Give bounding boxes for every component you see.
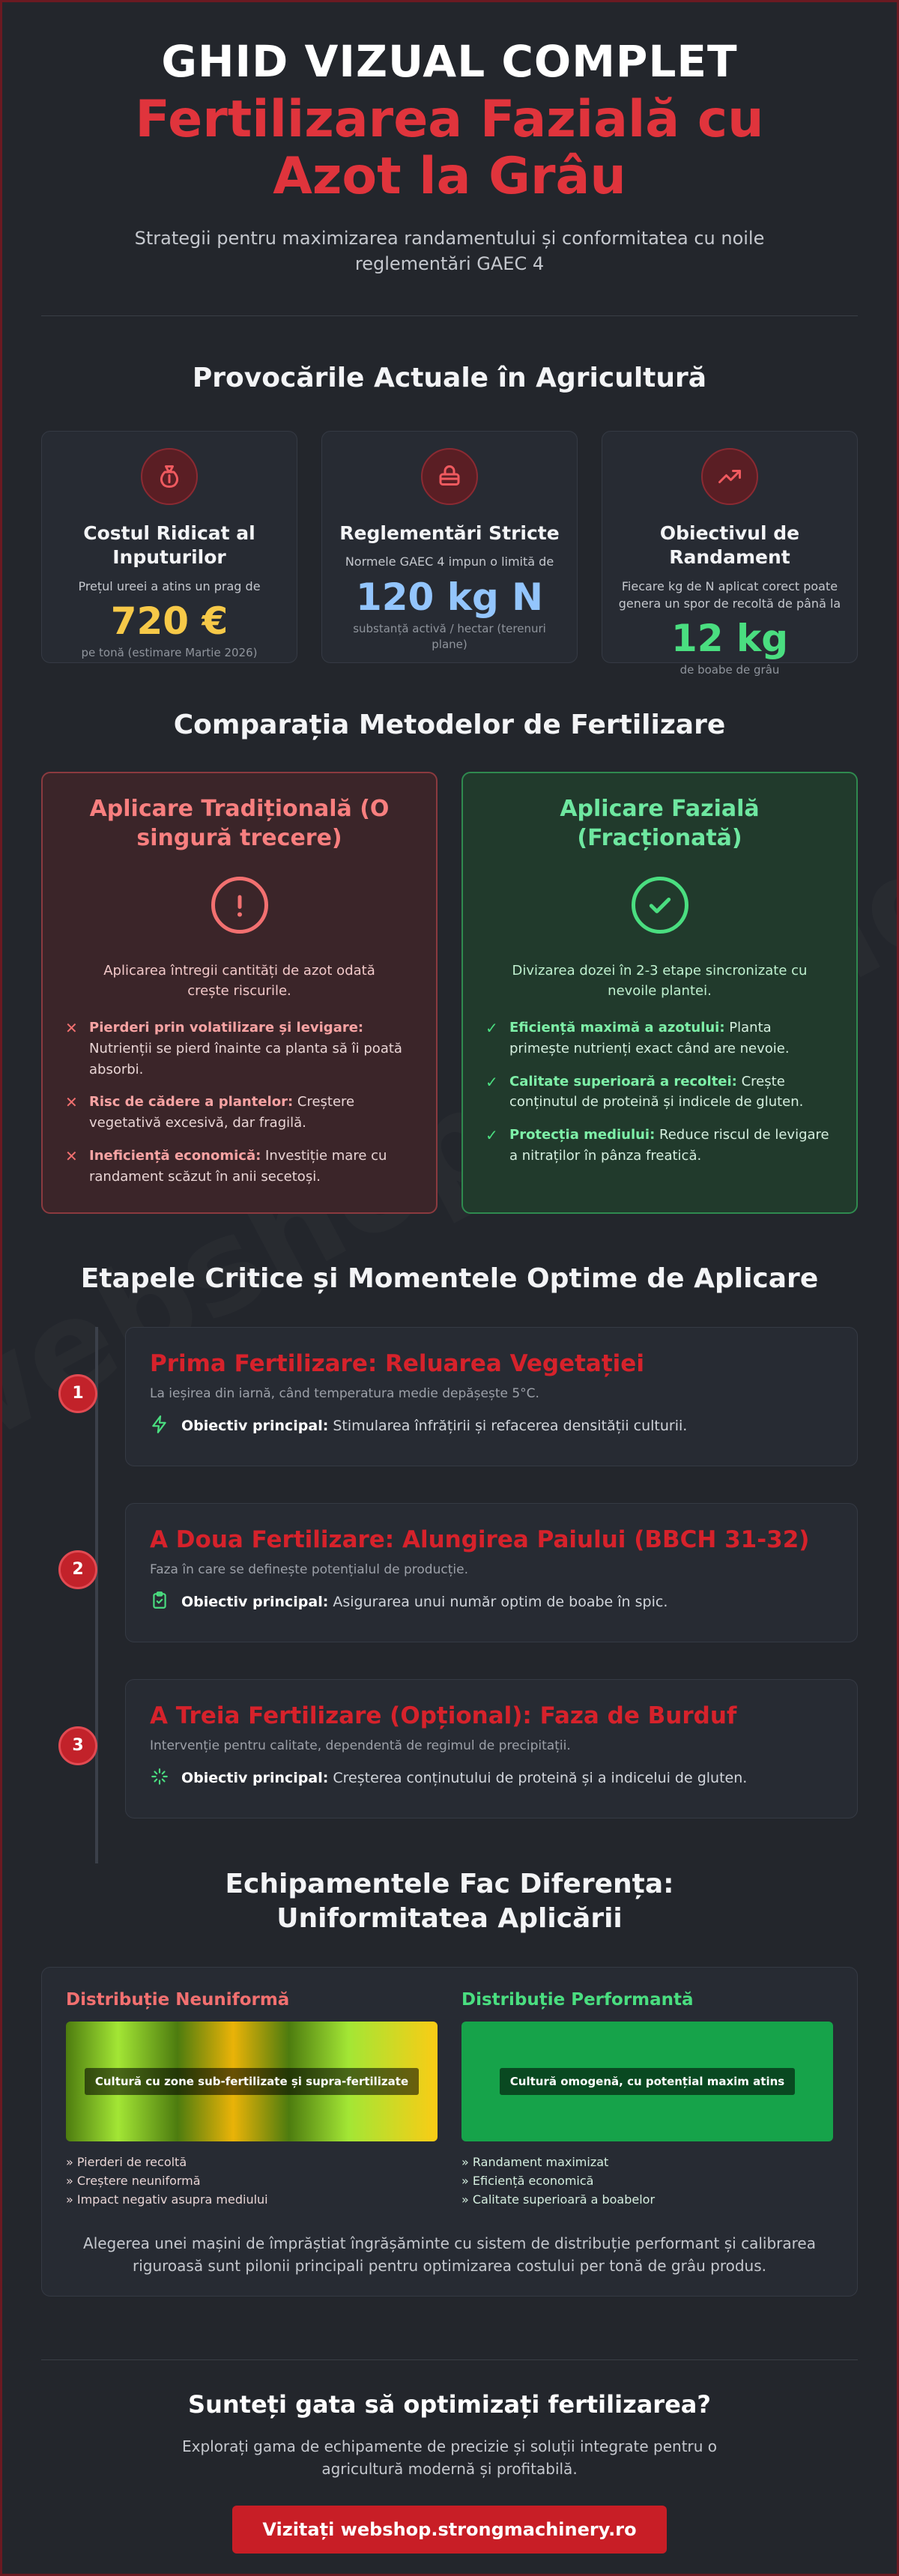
stage-goal: Obiectiv principal: Stimularea înfrățirii și refacerea densității culturii. xyxy=(150,1415,833,1438)
stage-goal: Obiectiv principal: Creșterea conținutului de proteină și a indicelui de gluten. xyxy=(150,1767,833,1790)
cross-icon: ✕ xyxy=(65,1018,78,1037)
stage-number: 3 xyxy=(58,1726,97,1765)
challenge-value: 12 kg xyxy=(671,617,789,661)
stage-1 xyxy=(41,1327,858,1466)
list-item: ✕ Pierderi prin volatilizare și levigare: Nutrienții se pierd înainte ca planta să îi poată absorbi. xyxy=(65,1018,414,1080)
challenge-title: Reglementări Stricte xyxy=(339,521,560,544)
challenge-sub: pe tonă (estimare Martie 2026) xyxy=(81,646,258,660)
stage-goal: Obiectiv principal: Asigurarea unui număr optim de boabe în spic. xyxy=(150,1591,833,1614)
stage-2 xyxy=(41,1503,858,1642)
trend-up-icon xyxy=(701,448,758,505)
equipment-section xyxy=(2,1855,897,2297)
challenge-card-regulations xyxy=(321,431,578,663)
cross-icon: ✕ xyxy=(65,1147,78,1166)
alert-icon xyxy=(211,877,268,934)
traditional-intro: Aplicarea întregii cantități de azot odată crește riscurile. xyxy=(103,962,375,999)
visit-webshop-button[interactable]: Vizitați webshop.strongmachinery.ro xyxy=(232,2506,666,2554)
cross-icon: ✕ xyxy=(65,1093,78,1112)
compare-section xyxy=(2,663,897,1214)
sparkle-icon xyxy=(150,1767,169,1790)
stage-number: 1 xyxy=(58,1374,97,1413)
compare-title: Comparația Metodelor de Fertilizare xyxy=(173,709,726,740)
equipment-note: Alegerea unei mașini de împrăștiat îngrășăminte cu sistem de distribuție performant și calibrarea riguroasă sunt pilonii principali pentru optimizarea costului per tonă de grâu produs. xyxy=(83,2234,816,2275)
stage-title: A Doua Fertilizare: Alungirea Paiului (BBCH 31-32) xyxy=(150,1526,810,1553)
list-item: » Randament maximizat xyxy=(461,2155,609,2170)
stage-desc: Intervenție pentru calitate, dependentă de regimul de precipitații. xyxy=(150,1738,571,1753)
hero-subtitle: Fertilizarea Fazială cu Azot la Grâu xyxy=(135,89,764,206)
challenge-card-cost xyxy=(41,431,297,663)
stage-desc: Faza în care se definește potențialul de producție. xyxy=(150,1561,468,1577)
stage-card xyxy=(125,1679,858,1818)
challenge-value: 120 kg N xyxy=(355,575,544,619)
challenge-card-yield xyxy=(602,431,858,677)
list-item: » Impact negativ asupra mediului xyxy=(66,2192,268,2207)
stages-section xyxy=(2,1214,897,1818)
cta-description: Explorați gama de echipamente de precizie și soluții integrate pentru o agricultură modernă și profitabilă. xyxy=(181,2437,718,2479)
list-item: » Creștere neuniformă xyxy=(66,2173,201,2188)
stage-desc: La ieșirea din iarnă, când temperatura medie depășește 5°C. xyxy=(150,1385,539,1401)
list-item: ✓ Eficiență maximă a azotului: Planta primește nutrienți exact când are nevoie. xyxy=(485,1018,834,1059)
challenge-desc: Normele GAEC 4 impun o limită de xyxy=(345,554,554,569)
even-field-strip xyxy=(461,2022,833,2141)
check-icon: ✓ xyxy=(485,1126,498,1145)
cta-section xyxy=(2,2360,897,2554)
traditional-title: Aplicare Tradițională (O singură trecere) xyxy=(89,795,390,851)
check-circle-icon xyxy=(632,877,688,934)
challenges-title: Provocările Actuale în Agricultură xyxy=(192,363,707,394)
hero-description: Strategii pentru maximizarea randamentului și conformitatea cu noile reglementări GAEC 4 xyxy=(134,228,765,274)
challenges-section xyxy=(2,316,897,677)
list-item: » Pierderi de recoltă xyxy=(66,2155,187,2170)
phased-title: Aplicare Fazială (Fracționată) xyxy=(560,795,760,851)
even-title: Distribuție Performantă xyxy=(461,1990,694,2010)
uneven-distribution xyxy=(66,1990,438,2209)
list-item: ✕ Ineficiență economică: Investiție mare cu randament scăzut în anii secetoși. xyxy=(65,1146,414,1188)
list-item: ✕ Risc de cădere a plantelor: Creștere vegetativă excesivă, dar fragilă. xyxy=(65,1092,414,1134)
stage-card xyxy=(125,1327,858,1466)
lightning-icon xyxy=(150,1415,169,1438)
challenge-sub: de boabe de grâu xyxy=(679,663,780,677)
even-label: Cultură omogenă, cu potențial maxim atins xyxy=(500,2068,795,2095)
challenge-title: Costul Ridicat al Inputurilor xyxy=(83,521,255,569)
phased-intro: Divizarea dozei în 2-3 etape sincronizate cu nevoile plantei. xyxy=(512,962,808,999)
hero-title: GHID VIZUAL COMPLET xyxy=(161,36,738,87)
hero xyxy=(2,2,897,276)
uneven-label: Cultură cu zone sub-fertilizate și supra-fertilizate xyxy=(85,2068,419,2095)
stage-3 xyxy=(41,1679,858,1818)
stage-number: 2 xyxy=(58,1550,97,1589)
challenge-desc: Fiecare kg de N aplicat corect poate genera un spor de recoltă de până la xyxy=(618,578,841,611)
check-icon: ✓ xyxy=(485,1072,498,1091)
challenge-title: Obiectivul de Randament xyxy=(659,521,800,569)
list-item: ✓ Calitate superioară a recoltei: Crește conținutul de proteină și indicele de gluten. xyxy=(485,1071,834,1113)
equipment-box xyxy=(41,1967,858,2297)
list-item: » Eficiență economică xyxy=(461,2173,594,2188)
stage-card xyxy=(125,1503,858,1642)
traditional-method-card xyxy=(41,772,438,1214)
stages-title: Etapele Critice și Momentele Optime de Aplicare xyxy=(80,1263,819,1294)
uneven-title: Distribuție Neuniformă xyxy=(66,1990,290,2010)
uneven-field-strip xyxy=(66,2022,438,2141)
stage-title: A Treia Fertilizare (Opțional): Faza de Burduf xyxy=(150,1702,737,1729)
money-bag-icon xyxy=(141,448,198,505)
check-icon: ✓ xyxy=(485,1018,498,1037)
phased-method-card xyxy=(461,772,858,1214)
challenge-value: 720 € xyxy=(110,599,228,644)
equipment-title: Echipamentele Fac Diferența: Uniformitatea Aplicării xyxy=(225,1868,674,1935)
even-distribution xyxy=(461,1990,833,2209)
clipboard-check-icon xyxy=(150,1591,169,1614)
list-item: » Calitate superioară a boabelor xyxy=(461,2192,656,2207)
timeline xyxy=(41,1327,858,1818)
cta-title: Sunteți gata să optimizați fertilizarea? xyxy=(188,2390,711,2419)
challenge-desc: Prețul ureei a atins un prag de xyxy=(78,578,261,593)
stage-title: Prima Fertilizare: Reluarea Vegetației xyxy=(150,1349,644,1377)
list-item: ✓ Protecția mediului: Reduce riscul de levigare a nitraților în pânza freatică. xyxy=(485,1125,834,1167)
challenge-sub: substanță activă / hectar (terenuri plane) xyxy=(353,621,546,651)
scale-icon xyxy=(421,448,478,505)
